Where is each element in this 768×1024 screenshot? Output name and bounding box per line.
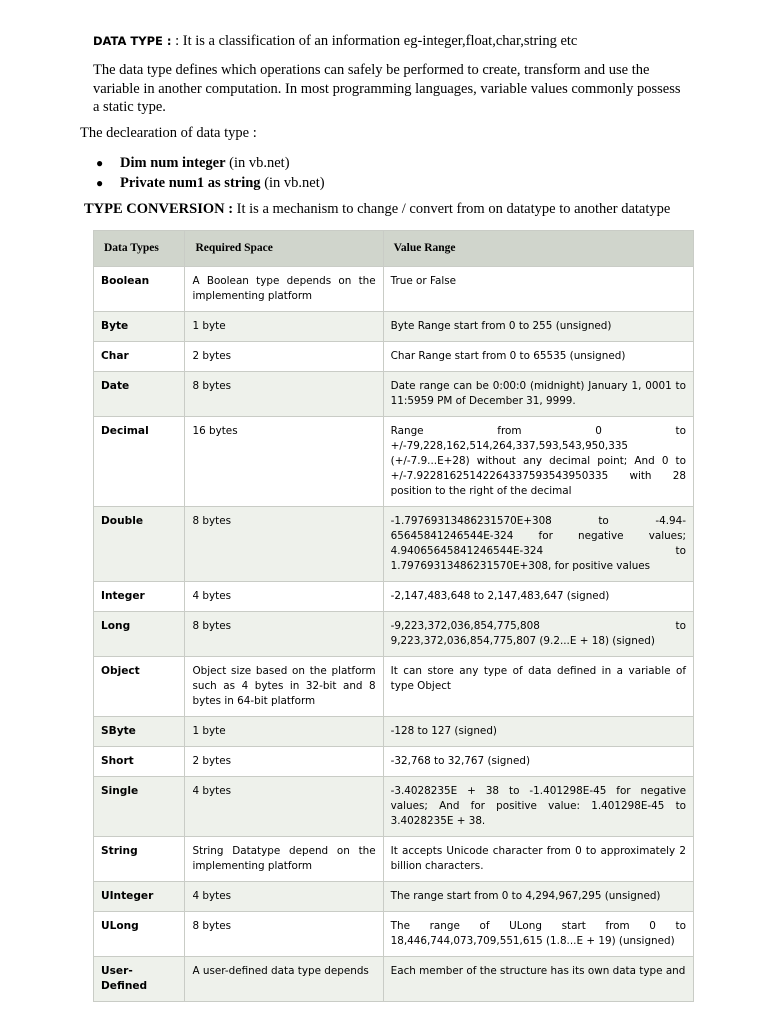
cell-value-range: -1.79769313486231570E+308 to -4.94-65645841246544E-324 for negative values; 4.94065645841246544E-324 to 1.79769313486231570E+308, for positive values: [383, 507, 693, 582]
cell-data-type: Date: [94, 372, 185, 417]
cell-required-space: 2 bytes: [185, 342, 383, 372]
bullet-note: (in vb.net): [260, 175, 325, 191]
table-row: [94, 372, 694, 417]
bullet-code: Private num1 as string: [120, 175, 261, 191]
table-row: [94, 267, 694, 312]
cell-data-type: Byte: [94, 312, 185, 342]
table-row: [94, 417, 694, 507]
cell-required-space: A user-defined data type depends: [185, 957, 383, 1002]
cell-data-type: Decimal: [94, 417, 185, 507]
declaration-heading: The declearation of data type :: [80, 125, 257, 141]
cell-value-range: -128 to 127 (signed): [383, 717, 693, 747]
cell-value-range: The range of ULong start from 0 to 18,446,744,073,709,551,615 (1.8...E + 19) (unsigned): [383, 912, 693, 957]
bullet-code: Dim num integer: [120, 155, 226, 171]
table-row: [94, 747, 694, 777]
cell-data-type: ULong: [94, 912, 185, 957]
bullet-icon: ●: [96, 156, 104, 170]
list-item: [96, 173, 325, 193]
cell-required-space: 4 bytes: [185, 777, 383, 837]
data-type-definition: [93, 33, 577, 50]
bullet-note: (in vb.net): [225, 155, 290, 171]
data-type-definition-text: : It is a classification of an information eg-integer,float,char,string etc: [171, 33, 578, 49]
cell-value-range: True or False: [383, 267, 693, 312]
table-row: [94, 612, 694, 657]
cell-value-range: It accepts Unicode character from 0 to approximately 2 billion characters.: [383, 837, 693, 882]
cell-required-space: 2 bytes: [185, 747, 383, 777]
cell-required-space: 8 bytes: [185, 912, 383, 957]
table-row: [94, 882, 694, 912]
cell-value-range: -32,768 to 32,767 (signed): [383, 747, 693, 777]
cell-data-type: Short: [94, 747, 185, 777]
type-conversion-definition: [84, 201, 670, 218]
cell-value-range: Range from 0 to +/-79,228,162,514,264,337,593,543,950,335 (+/-7.9...E+28) without any decimal point; And 0 to +/-7.92281625142264337593543950335 with 28 position to the right of the decimal: [383, 417, 693, 507]
cell-required-space: String Datatype depend on the implementing platform: [185, 837, 383, 882]
cell-value-range: Char Range start from 0 to 65535 (unsigned): [383, 342, 693, 372]
type-conversion-label: TYPE CONVERSION :: [84, 201, 234, 217]
cell-data-type: Object: [94, 657, 185, 717]
cell-value-range: -9,223,372,036,854,775,808 to 9,223,372,036,854,775,807 (9.2...E + 18) (signed): [383, 612, 693, 657]
cell-data-type: SByte: [94, 717, 185, 747]
cell-required-space: Object size based on the platform such as 4 bytes in 32-bit and 8 bytes in 64-bit platform: [185, 657, 383, 717]
table-row: [94, 777, 694, 837]
cell-required-space: 4 bytes: [185, 582, 383, 612]
list-item: [96, 153, 325, 173]
cell-required-space: 1 byte: [185, 312, 383, 342]
column-header-required-space: Required Space: [185, 231, 383, 267]
cell-required-space: 8 bytes: [185, 507, 383, 582]
cell-value-range: Each member of the structure has its own data type and: [383, 957, 693, 1002]
cell-data-type: Boolean: [94, 267, 185, 312]
table-row: [94, 582, 694, 612]
cell-value-range: -2,147,483,648 to 2,147,483,647 (signed): [383, 582, 693, 612]
cell-data-type: Single: [94, 777, 185, 837]
type-conversion-text: It is a mechanism to change / convert from on datatype to another datatype: [233, 201, 671, 217]
table-row: [94, 312, 694, 342]
table-row: [94, 912, 694, 957]
cell-required-space: A Boolean type depends on the implementing platform: [185, 267, 383, 312]
cell-value-range: The range start from 0 to 4,294,967,295 (unsigned): [383, 882, 693, 912]
table-row: [94, 657, 694, 717]
table-row: [94, 837, 694, 882]
cell-data-type: User-Defined: [94, 957, 185, 1002]
cell-required-space: 4 bytes: [185, 882, 383, 912]
table-row: [94, 507, 694, 582]
data-type-label: DATA TYPE :: [93, 34, 172, 48]
data-types-table: [93, 230, 694, 1002]
table-header-row: [94, 231, 694, 267]
cell-value-range: It can store any type of data defined in a variable of type Object: [383, 657, 693, 717]
cell-data-type: Double: [94, 507, 185, 582]
declaration-list: [96, 153, 325, 193]
cell-required-space: 8 bytes: [185, 372, 383, 417]
cell-data-type: Char: [94, 342, 185, 372]
bullet-icon: ●: [96, 176, 104, 190]
cell-required-space: 16 bytes: [185, 417, 383, 507]
table-row: [94, 342, 694, 372]
cell-value-range: Byte Range start from 0 to 255 (unsigned): [383, 312, 693, 342]
cell-data-type: String: [94, 837, 185, 882]
cell-required-space: 1 byte: [185, 717, 383, 747]
cell-data-type: UInteger: [94, 882, 185, 912]
table-row: [94, 957, 694, 1002]
cell-data-type: Integer: [94, 582, 185, 612]
cell-required-space: 8 bytes: [185, 612, 383, 657]
cell-value-range: Date range can be 0:00:0 (midnight) January 1, 0001 to 11:5959 PM of December 31, 9999.: [383, 372, 693, 417]
column-header-data-types: Data Types: [94, 231, 185, 267]
cell-value-range: -3.4028235E + 38 to -1.401298E-45 for negative values; And for positive value: 1.401298E-45 to 3.4028235E + 38.: [383, 777, 693, 837]
table-row: [94, 717, 694, 747]
column-header-value-range: Value Range: [383, 231, 693, 267]
cell-data-type: Long: [94, 612, 185, 657]
data-type-paragraph: The data type defines which operations can safely be performed to create, transform and use the variable in another computation. In most programming languages, variable values commonly possess a static type.: [93, 62, 681, 115]
